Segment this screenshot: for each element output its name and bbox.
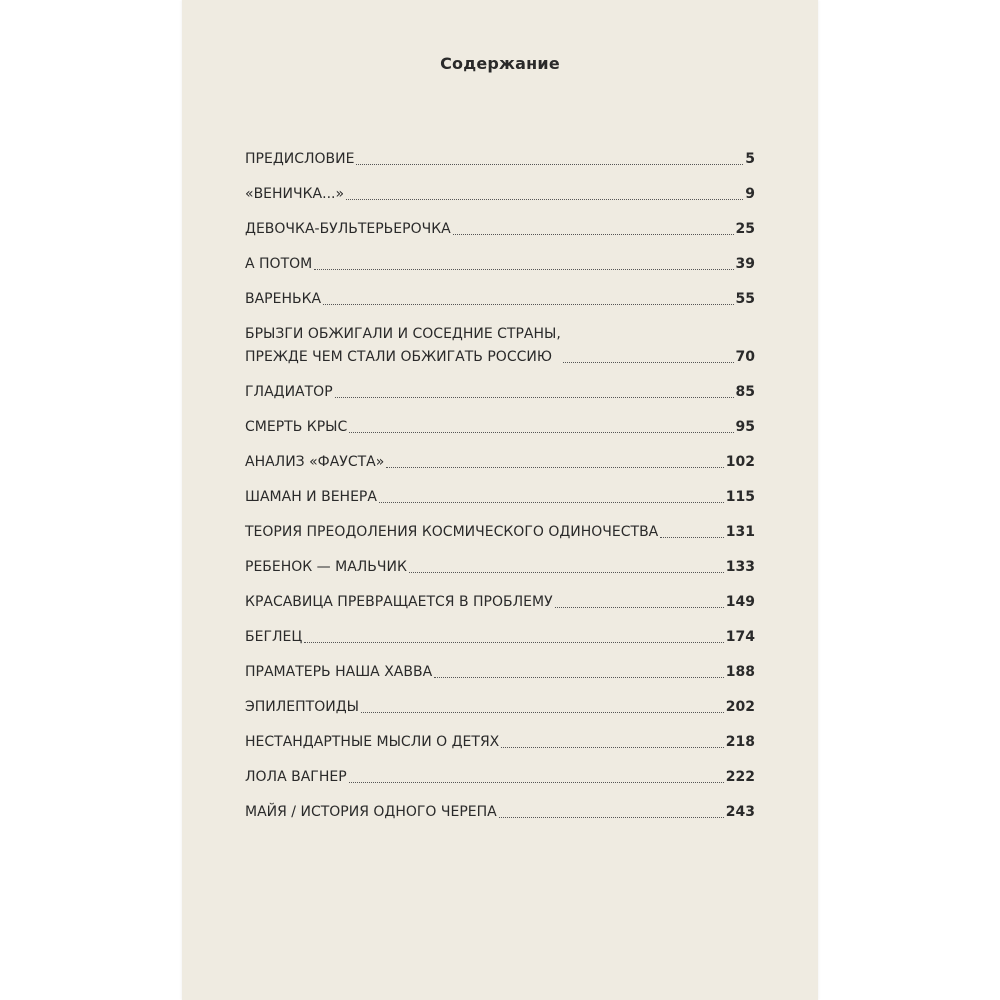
toc-entry-page: 95: [735, 419, 755, 435]
toc-entry-title: ВАРЕНЬКА: [245, 291, 322, 307]
page-title: Содержание: [440, 54, 560, 73]
book-page: [182, 0, 818, 1000]
toc-entry-page: 149: [725, 594, 755, 610]
toc-entry-page: 102: [725, 454, 755, 470]
toc-entry: [245, 325, 755, 366]
toc-entry: [245, 593, 755, 611]
dot-leader: [555, 607, 724, 608]
toc-entry-title: ПРЕДИСЛОВИЕ: [245, 151, 355, 167]
toc-entry-title: НЕСТАНДАРТНЫЕ МЫСЛИ О ДЕТЯХ: [245, 734, 500, 750]
dot-leader: [660, 537, 724, 538]
toc-entry: [245, 383, 755, 401]
toc-entry: [245, 220, 755, 238]
toc-entry: [245, 488, 755, 506]
dot-leader: [379, 502, 724, 503]
toc-entry-title: ШАМАН И ВЕНЕРА: [245, 489, 377, 505]
dot-leader: [563, 362, 734, 363]
toc-entry-page: 9: [745, 186, 755, 202]
dot-leader: [314, 269, 733, 270]
dot-leader: [386, 467, 723, 468]
toc-entry-title: СМЕРТЬ КРЫС: [245, 419, 348, 435]
toc-entry: [245, 150, 755, 168]
toc-entry-title: АНАЛИЗ «ФАУСТА»: [245, 454, 385, 470]
toc-entry-title: ДЕВОЧКА-БУЛЬТЕРЬЕРОЧКА: [245, 221, 451, 237]
toc-entry-page: 174: [725, 629, 755, 645]
toc-entry-page: 222: [725, 769, 755, 785]
dot-leader: [501, 747, 723, 748]
toc-entry-page: 218: [725, 734, 755, 750]
dot-leader: [434, 677, 724, 678]
toc-entry-title: РЕБЕНОК — МАЛЬЧИК: [245, 559, 407, 575]
toc-entry-page: 5: [745, 151, 755, 167]
dot-leader: [361, 712, 724, 713]
toc-entry-page: 85: [735, 384, 755, 400]
dot-leader: [346, 199, 743, 200]
toc-entry-title: ГЛАДИАТОР: [245, 384, 333, 400]
dot-leader: [356, 164, 743, 165]
toc-entry: [245, 803, 755, 821]
toc-entry: [245, 290, 755, 308]
toc-entry-page: 188: [725, 664, 755, 680]
toc-entry-page: 133: [725, 559, 755, 575]
toc-entry: [245, 768, 755, 786]
toc-entry-title: БЕГЛЕЦ: [245, 629, 303, 645]
toc-entry-title: «ВЕНИЧКА...»: [245, 186, 345, 202]
toc-entry-title: ЛОЛА ВАГНЕР: [245, 769, 347, 785]
dot-leader: [499, 817, 724, 818]
toc-entry-page: 243: [725, 804, 755, 820]
dot-leader: [349, 782, 724, 783]
toc-entry: [245, 733, 755, 751]
toc-entry: [245, 185, 755, 203]
toc-entry-title: КРАСАВИЦА ПРЕВРАЩАЕТСЯ В ПРОБЛЕМУ: [245, 594, 553, 610]
toc-entry-page: 70: [735, 349, 755, 365]
toc-entry-page: 25: [735, 221, 755, 237]
toc-entry: [245, 453, 755, 471]
toc-entry-page: 115: [725, 489, 755, 505]
toc-entry-title: ПРАМАТЕРЬ НАША ХАВВА: [245, 664, 433, 680]
toc-entry-title-line: БРЫЗГИ ОБЖИГАЛИ И СОСЕДНИЕ СТРАНЫ,: [245, 326, 561, 342]
dot-leader: [304, 642, 724, 643]
toc-entry: [245, 255, 755, 273]
toc-entry-page: 55: [735, 291, 755, 307]
toc-entry-page: 39: [735, 256, 755, 272]
toc-entry: [245, 523, 755, 541]
toc-entry: [245, 628, 755, 646]
toc-entry-title: [245, 325, 561, 366]
toc-entry: [245, 698, 755, 716]
toc-entry: [245, 558, 755, 576]
toc-entry-page: 202: [725, 699, 755, 715]
dot-leader: [335, 397, 734, 398]
toc-entry-title: ЭПИЛЕПТОИДЫ: [245, 699, 360, 715]
toc-entry-title: МАЙЯ / ИСТОРИЯ ОДНОГО ЧЕРЕПА: [245, 804, 497, 820]
toc-entry-page: 131: [725, 524, 755, 540]
dot-leader: [409, 572, 724, 573]
toc-entry: [245, 418, 755, 436]
toc-entry: [245, 663, 755, 681]
dot-leader: [349, 432, 733, 433]
toc-entry-title: ТЕОРИЯ ПРЕОДОЛЕНИЯ КОСМИЧЕСКОГО ОДИНОЧЕСТВА: [245, 524, 659, 540]
toc-entry-title-line: ПРЕЖДЕ ЧЕМ СТАЛИ ОБЖИГАТЬ РОССИЮ: [245, 349, 552, 365]
dot-leader: [323, 304, 733, 305]
toc-entry-title: А ПОТОМ: [245, 256, 313, 272]
dot-leader: [453, 234, 734, 235]
